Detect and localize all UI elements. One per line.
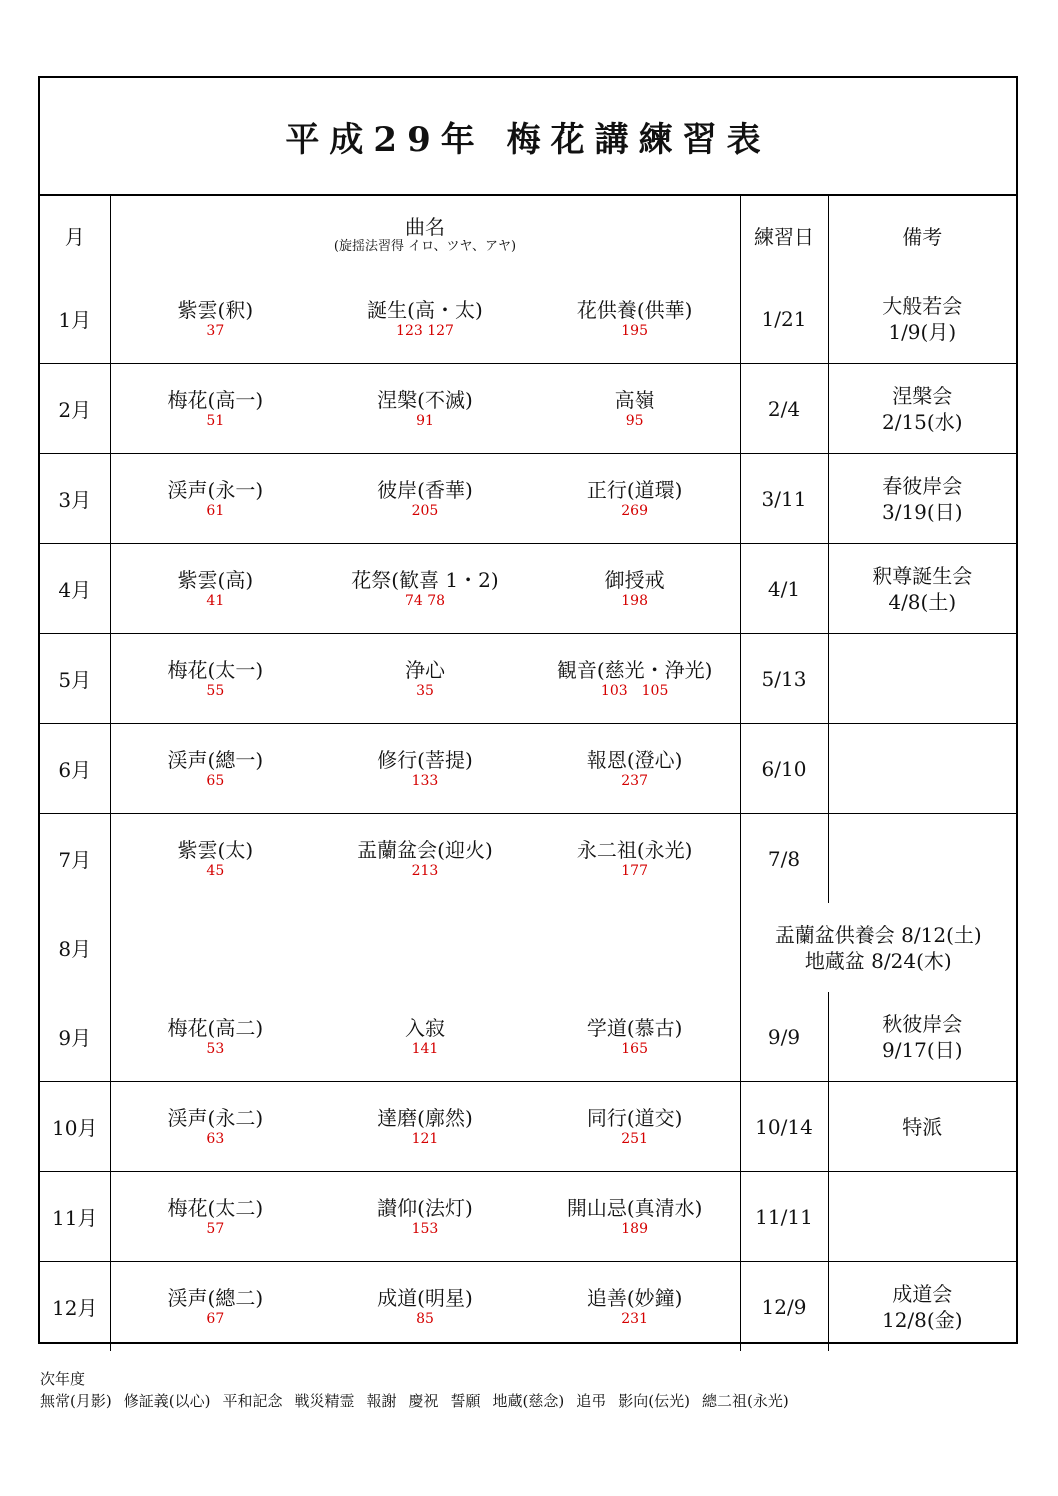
song-number: 85 — [416, 1310, 434, 1327]
footer-item: 戦災精霊 — [294, 1392, 355, 1410]
table-row-august — [40, 903, 1016, 992]
song-number: 37 — [206, 322, 225, 339]
song-item — [321, 478, 529, 520]
note-line2: 12/8(金) — [881, 1307, 963, 1332]
songs-cell — [110, 454, 740, 544]
songs-cell — [110, 1082, 740, 1172]
footer-item: 地蔵(慈念) — [492, 1392, 565, 1410]
footer-item: 無常(月影) — [40, 1392, 112, 1410]
song-title: 入寂 — [404, 1015, 445, 1040]
song-item — [321, 1106, 529, 1148]
song-number: 205 — [411, 502, 439, 519]
song-item — [112, 1106, 320, 1148]
footer-item: 報謝 — [366, 1392, 397, 1410]
song-item — [321, 838, 529, 880]
song-item — [112, 478, 320, 520]
note-line1: 秋彼岸会 — [882, 1011, 963, 1036]
song-title: 梅花(太一) — [167, 657, 264, 682]
song-title: 彼岸(香華) — [377, 477, 473, 502]
song-item — [531, 748, 739, 790]
note-cell — [828, 1262, 1016, 1352]
songs-group — [111, 748, 740, 790]
footer-items — [40, 1390, 1030, 1412]
song-title: 梅花(太二) — [167, 1195, 264, 1220]
table-row — [40, 364, 1016, 454]
practice-day-cell: 5/13 — [740, 634, 828, 724]
song-number: 51 — [206, 412, 225, 429]
song-number: 53 — [206, 1040, 225, 1057]
song-title: 成道(明星) — [377, 1285, 473, 1310]
table-row — [40, 992, 1016, 1082]
note-cell — [828, 724, 1016, 814]
song-number: 141 — [411, 1040, 439, 1057]
song-title: 渓声(總二) — [167, 1285, 264, 1310]
songs-cell — [110, 1262, 740, 1352]
song-title: 達磨(廓然) — [377, 1105, 473, 1130]
song-number: 103 105 — [600, 682, 669, 699]
song-number: 237 — [621, 772, 648, 789]
song-title: 観音(慈光・浄光) — [556, 657, 713, 682]
song-number: 251 — [621, 1130, 648, 1147]
song-title: 梅花(高二) — [167, 1015, 264, 1040]
song-item — [321, 1196, 529, 1238]
practice-day-cell: 6/10 — [740, 724, 828, 814]
song-item — [531, 298, 739, 340]
practice-day-cell: 12/9 — [740, 1262, 828, 1352]
song-item — [112, 658, 320, 700]
songs-cell — [110, 274, 740, 364]
song-title: 盂蘭盆会(迎火) — [357, 837, 493, 862]
song-title: 紫雲(釈) — [177, 297, 254, 322]
songs-group — [111, 1196, 740, 1238]
august-note-cell — [740, 903, 1016, 992]
header-practice-day: 練習日 — [740, 196, 828, 274]
song-number: 67 — [206, 1310, 225, 1327]
note-line2: 2/15(水) — [881, 409, 963, 434]
note-line1: 成道会 — [892, 1281, 953, 1306]
song-item — [321, 748, 529, 790]
month-cell: 5月 — [40, 634, 110, 724]
table-row — [40, 634, 1016, 724]
song-number: 133 — [411, 772, 439, 789]
song-item — [112, 298, 320, 340]
practice-day-cell: 7/8 — [740, 814, 828, 904]
songs-group — [111, 658, 740, 700]
practice-day-cell: 1/21 — [740, 274, 828, 364]
schedule-table — [40, 196, 1016, 1351]
august-note-line2: 地蔵盆 8/24(木) — [804, 948, 952, 973]
footer — [40, 1368, 1030, 1412]
month-cell: 11月 — [40, 1172, 110, 1262]
practice-day-cell: 2/4 — [740, 364, 828, 454]
month-cell: 6月 — [40, 724, 110, 814]
song-item — [531, 1016, 739, 1058]
table-row — [40, 1082, 1016, 1172]
month-cell: 2月 — [40, 364, 110, 454]
songs-group — [111, 478, 740, 520]
song-title: 渓声(永二) — [167, 1105, 264, 1130]
header-song-main: 曲名 — [405, 215, 445, 239]
practice-day-cell: 4/1 — [740, 544, 828, 634]
month-cell: 7月 — [40, 814, 110, 904]
note-cell — [828, 274, 1016, 364]
note-line2: 3/19(日) — [881, 499, 963, 524]
header-song — [110, 196, 740, 274]
song-title: 渓声(總一) — [167, 747, 264, 772]
page-title: 平成29年 梅花講練習表 — [285, 119, 771, 160]
august-note-line1: 盂蘭盆供養会 8/12(土) — [774, 922, 982, 947]
title-box — [40, 78, 1016, 196]
song-number: 189 — [621, 1220, 648, 1237]
table-row — [40, 1172, 1016, 1262]
month-cell: 4月 — [40, 544, 110, 634]
songs-group — [111, 1286, 740, 1328]
song-title: 紫雲(高) — [177, 567, 254, 592]
songs-group — [111, 1016, 740, 1058]
songs-group — [111, 388, 740, 430]
song-number: 55 — [206, 682, 225, 699]
table-row — [40, 454, 1016, 544]
song-number: 231 — [621, 1310, 648, 1327]
song-title: 御授戒 — [604, 567, 665, 592]
table-row — [40, 544, 1016, 634]
songs-cell — [110, 992, 740, 1082]
songs-group — [111, 1106, 740, 1148]
rows-before-august — [40, 274, 1016, 903]
note-line1: 大般若会 — [882, 293, 963, 318]
month-cell: 8月 — [40, 903, 110, 992]
footer-item: 追弔 — [576, 1392, 607, 1410]
schedule-sheet — [38, 76, 1018, 1344]
header-month: 月 — [40, 196, 110, 274]
note-cell — [828, 454, 1016, 544]
table-row — [40, 1262, 1016, 1352]
song-item — [531, 1106, 739, 1148]
song-title: 梅花(高一) — [167, 387, 264, 412]
song-number: 74 78 — [404, 592, 446, 609]
note-cell — [828, 814, 1016, 904]
songs-group — [111, 568, 740, 610]
header-row — [40, 196, 1016, 274]
note-cell — [828, 544, 1016, 634]
song-title: 涅槃(不滅) — [377, 387, 473, 412]
footer-item: 慶祝 — [408, 1392, 439, 1410]
song-title: 追善(妙鐘) — [586, 1285, 683, 1310]
song-title: 報恩(澄心) — [586, 747, 683, 772]
song-number: 45 — [206, 862, 225, 879]
header-song-sub: (旋揺法習得 イロ、ツヤ、アヤ) — [333, 239, 517, 254]
note-cell — [828, 634, 1016, 724]
song-item — [531, 1286, 739, 1328]
song-number: 35 — [416, 682, 434, 699]
footer-item: 誓願 — [450, 1392, 481, 1410]
month-cell: 9月 — [40, 992, 110, 1082]
song-item — [531, 838, 739, 880]
note-cell — [828, 992, 1016, 1082]
song-item — [112, 1016, 320, 1058]
note-line1: 春彼岸会 — [882, 473, 963, 498]
footer-item: 平和記念 — [222, 1392, 283, 1410]
song-item — [112, 748, 320, 790]
songs-cell — [110, 724, 740, 814]
note-cell — [828, 364, 1016, 454]
song-item — [531, 388, 739, 430]
song-number: 63 — [206, 1130, 225, 1147]
song-number: 121 — [411, 1130, 439, 1147]
header-notes: 備考 — [828, 196, 1016, 274]
songs-group — [111, 838, 740, 880]
song-item — [112, 1286, 320, 1328]
rows-after-august — [40, 992, 1016, 1351]
table-row — [40, 274, 1016, 364]
practice-day-cell: 9/9 — [740, 992, 828, 1082]
song-title: 高嶺 — [614, 387, 655, 412]
practice-day-cell: 11/11 — [740, 1172, 828, 1262]
note-cell — [828, 1172, 1016, 1262]
note-line2: 9/17(日) — [881, 1037, 963, 1062]
song-number: 65 — [206, 772, 225, 789]
song-item — [531, 1196, 739, 1238]
song-number: 165 — [621, 1040, 648, 1057]
note-line1: 釈尊誕生会 — [872, 563, 973, 588]
footer-item: 總二祖(永光) — [701, 1392, 789, 1410]
song-item — [112, 388, 320, 430]
songs-cell — [110, 814, 740, 904]
song-title: 開山忌(真清水) — [566, 1195, 703, 1220]
song-title: 修行(菩提) — [377, 747, 473, 772]
song-title: 讃仰(法灯) — [377, 1195, 473, 1220]
song-item — [321, 1016, 529, 1058]
song-title: 学道(慕古) — [586, 1015, 683, 1040]
song-cell-empty — [110, 903, 740, 992]
songs-cell — [110, 634, 740, 724]
note-cell — [828, 1082, 1016, 1172]
song-item — [531, 478, 739, 520]
song-number: 198 — [621, 592, 648, 609]
song-title: 正行(道環) — [586, 477, 683, 502]
song-title: 渓声(永一) — [167, 477, 264, 502]
song-number: 213 — [411, 862, 439, 879]
song-number: 91 — [416, 412, 434, 429]
note-line1: 涅槃会 — [892, 383, 953, 408]
song-number: 177 — [621, 862, 648, 879]
song-number: 41 — [206, 592, 225, 609]
song-number: 61 — [206, 502, 225, 519]
song-item — [321, 568, 529, 610]
note-line2: 1/9(月) — [888, 319, 957, 344]
table-row — [40, 814, 1016, 904]
note-line1: 特派 — [902, 1114, 943, 1139]
song-item — [112, 838, 320, 880]
songs-group — [111, 298, 740, 340]
song-number: 195 — [621, 322, 648, 339]
table-row — [40, 724, 1016, 814]
song-number: 95 — [625, 412, 644, 429]
song-title: 花祭(歓喜 1・2) — [351, 567, 499, 592]
song-title: 花供養(供華) — [576, 297, 693, 322]
practice-day-cell: 3/11 — [740, 454, 828, 544]
songs-cell — [110, 364, 740, 454]
song-item — [531, 568, 739, 610]
song-item — [112, 1196, 320, 1238]
song-item — [321, 658, 529, 700]
song-title: 浄心 — [404, 657, 445, 682]
song-number: 153 — [411, 1220, 439, 1237]
note-line2: 4/8(土) — [888, 589, 957, 614]
song-title: 永二祖(永光) — [576, 837, 693, 862]
footer-label: 次年度 — [40, 1370, 86, 1388]
month-cell: 12月 — [40, 1262, 110, 1352]
month-cell: 10月 — [40, 1082, 110, 1172]
footer-item: 修証義(以心) — [123, 1392, 211, 1410]
song-title: 紫雲(太) — [177, 837, 254, 862]
song-title: 同行(道交) — [586, 1105, 683, 1130]
songs-cell — [110, 1172, 740, 1262]
song-item — [531, 658, 739, 700]
song-item — [321, 1286, 529, 1328]
month-cell: 1月 — [40, 274, 110, 364]
song-number: 269 — [621, 502, 648, 519]
song-item — [321, 298, 529, 340]
footer-item: 影向(伝光) — [618, 1392, 690, 1410]
song-item — [321, 388, 529, 430]
song-title: 誕生(高・太) — [367, 297, 483, 322]
song-number: 57 — [206, 1220, 225, 1237]
song-number: 123 127 — [396, 322, 454, 339]
month-cell: 3月 — [40, 454, 110, 544]
songs-cell — [110, 544, 740, 634]
song-item — [112, 568, 320, 610]
practice-day-cell: 10/14 — [740, 1082, 828, 1172]
